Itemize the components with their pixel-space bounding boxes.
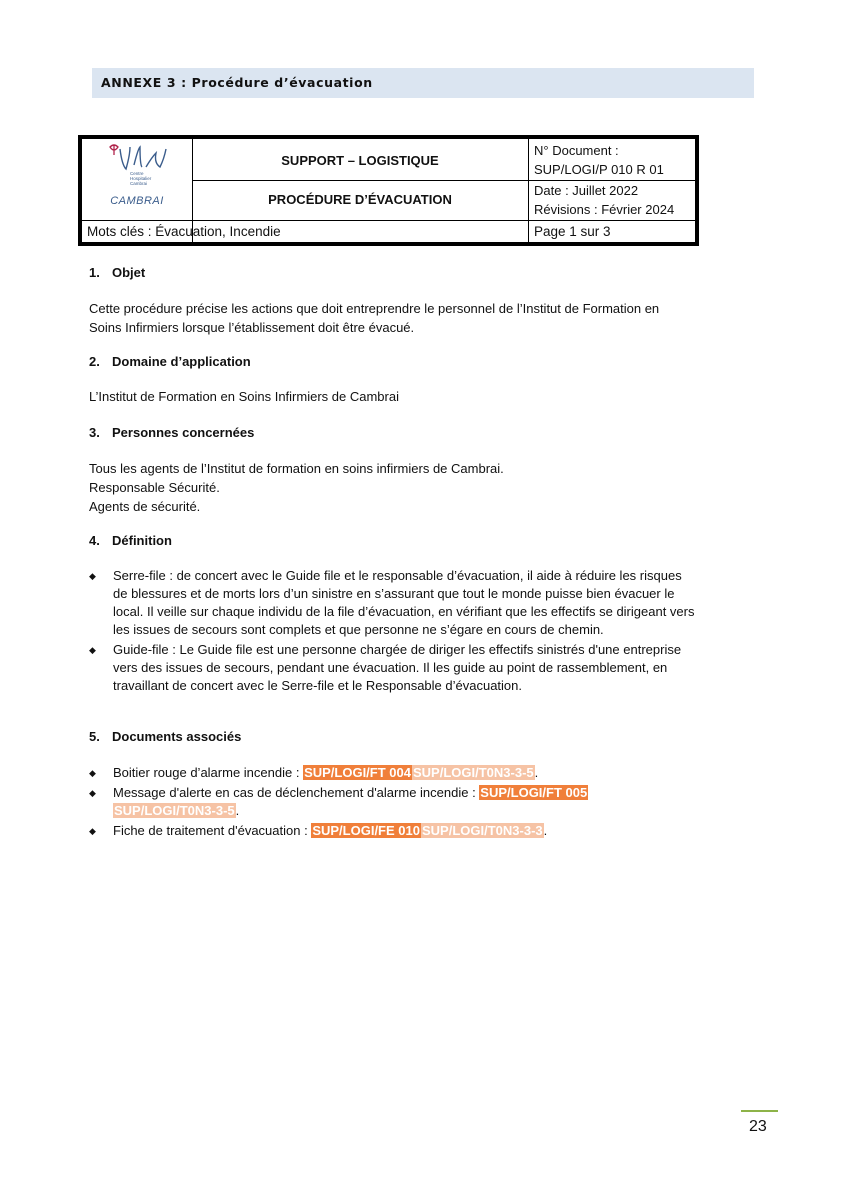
- keywords: Mots clés : Évacuation, Incendie: [87, 224, 281, 239]
- doc-revisions: Révisions : Février 2024: [534, 202, 675, 217]
- domaine-text: L’Institut de Formation en Soins Infirmiers de Cambrai: [89, 389, 399, 404]
- document-label: Fiche de traitement d'évacuation :: [113, 823, 312, 838]
- list-item: [89, 784, 699, 820]
- definition-list: [89, 567, 699, 697]
- bullet-icon: ◆: [89, 826, 96, 836]
- section-title: Définition: [112, 533, 172, 548]
- section-heading-definition: [89, 533, 172, 548]
- bullet-icon: ◆: [89, 768, 96, 778]
- section-number: 3.: [89, 425, 100, 440]
- section-title: Documents associés: [112, 729, 242, 744]
- punctuation: .: [534, 765, 539, 780]
- section-heading-documents: [89, 729, 241, 744]
- procedure-title: PROCÉDURE D’ÉVACUATION: [268, 192, 452, 207]
- page-count: Page 1 sur 3: [534, 224, 611, 239]
- document-reference-link[interactable]: SUP/LOGI/FT 005: [480, 785, 588, 800]
- punctuation: .: [235, 803, 240, 818]
- section-title: Domaine d’application: [112, 354, 251, 369]
- documents-list: [89, 764, 699, 842]
- logo-text: CAMBRAI: [110, 195, 164, 207]
- definition-text: Serre-file : de concert avec le Guide file et le responsable d’évacuation, il aide à réduire les risques de blessures et de morts lors d’un sinistre en s’assurant que tout le monde puisse bien évacuer le local. Il veille sur chaque individu de la file d’évacuation, en vérifiant que les effectifs se dirigeant vers les issues de secours sont complets et que personne ne s’égare en cours de chemin.: [113, 568, 695, 637]
- text-line: Responsable Sécurité.: [89, 480, 220, 495]
- logo-caption: Cambrai: [130, 181, 148, 186]
- section-number: 5.: [89, 729, 100, 744]
- section-heading-personnes: [89, 425, 254, 440]
- document-label: Boitier rouge d’alarme incendie :: [113, 765, 304, 780]
- document-reference-link[interactable]: SUP/LOGI/T0N3-3-5: [114, 803, 235, 818]
- document-label: Message d'alerte en cas de déclenchement d'alarme incendie :: [113, 785, 480, 800]
- page-number: 23: [749, 1118, 767, 1135]
- definition-text: Guide-file : Le Guide file est une personne chargée de diriger les effectifs sinistrés d'une entreprise vers des issues de secours, pendant une évacuation. Il les guide au point de rassemblement, en travaillant de concert avec le Serre-file et le Responsable d’évacuation.: [113, 642, 682, 693]
- support-title: SUPPORT – LOGISTIQUE: [281, 153, 439, 168]
- personnes-list: [89, 459, 699, 516]
- document-reference-link[interactable]: SUP/LOGI/FE 010: [312, 823, 420, 838]
- document-reference-link[interactable]: SUP/LOGI/FT 004: [304, 765, 411, 780]
- punctuation: .: [543, 823, 548, 838]
- list-item: [89, 641, 699, 695]
- document-reference-link[interactable]: SUP/LOGI/T0N3-3-3: [421, 823, 543, 838]
- text-line: Soins Infirmiers lorsque l’établissement doit être évacué.: [89, 320, 415, 335]
- section-title: Objet: [112, 265, 146, 280]
- list-item: [89, 764, 699, 782]
- section-heading-domaine: [89, 354, 251, 369]
- section-heading-objet: [89, 265, 145, 280]
- doc-number-label: N° Document :: [534, 143, 619, 158]
- table-divider: [528, 139, 529, 242]
- hospital-logo: [82, 139, 192, 221]
- logo-caption: Centre: [130, 171, 144, 176]
- document-reference-link[interactable]: SUP/LOGI/T0N3-3-5: [412, 765, 534, 780]
- text-line: Cette procédure précise les actions que doit entreprendre le personnel de l’Institut de Formation en: [89, 301, 660, 316]
- text-line: Agents de sécurité.: [89, 499, 201, 514]
- section-number: 2.: [89, 354, 100, 369]
- doc-date: Date : Juillet 2022: [534, 183, 639, 198]
- bullet-icon: ◆: [89, 645, 96, 655]
- section-number: 1.: [89, 265, 100, 280]
- objet-text: [89, 299, 699, 337]
- list-item: [89, 822, 699, 840]
- list-item: [89, 567, 699, 639]
- text-line: Tous les agents de l’Institut de formation en soins infirmiers de Cambrai.: [89, 461, 504, 476]
- section-title: Personnes concernées: [112, 425, 255, 440]
- logo-caption: Hospitalier: [130, 176, 152, 181]
- doc-number: SUP/LOGI/P 010 R 01: [534, 162, 664, 177]
- bullet-icon: ◆: [89, 788, 96, 798]
- document-header-table: [78, 135, 699, 246]
- bullet-icon: ◆: [89, 571, 96, 581]
- section-number: 4.: [89, 533, 100, 548]
- annex-title: ANNEXE 3 : Procédure d’évacuation: [92, 68, 754, 98]
- page-number-rule: [741, 1110, 778, 1112]
